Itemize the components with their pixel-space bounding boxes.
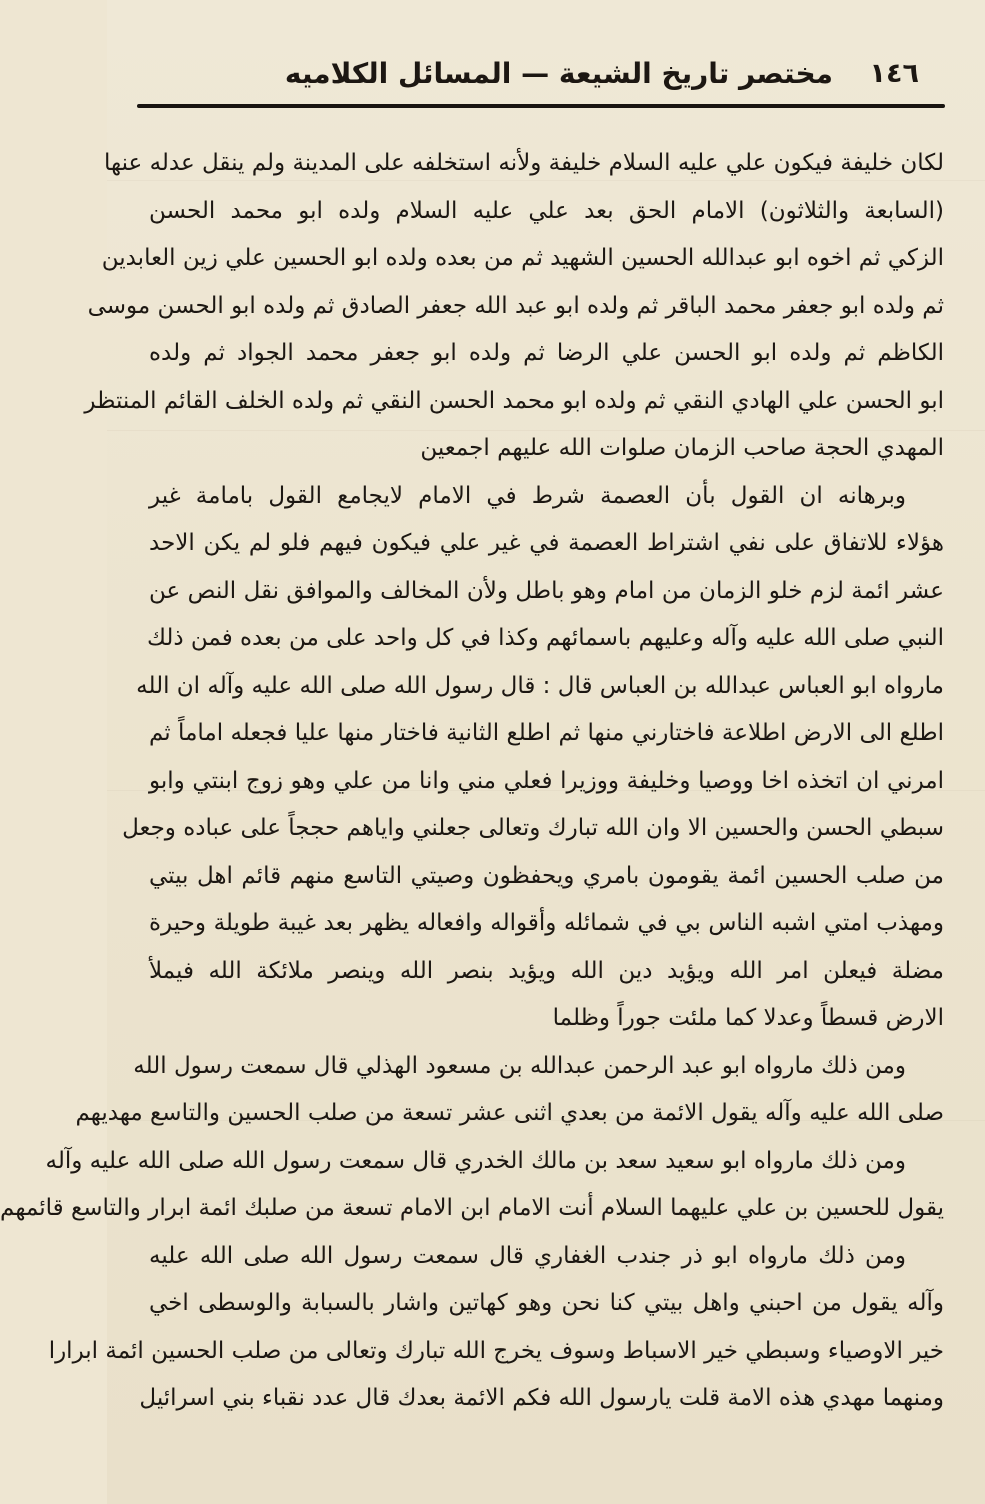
text-line: (السابعة والثلاثون) الامام الحق بعد علي عليه السلام ولده ابو محمد الحسن xyxy=(149,197,944,224)
header-rule xyxy=(137,104,945,108)
running-title: مختصر تاريخ الشيعة — المسائل الكلاميه xyxy=(284,57,833,90)
text-line: النبي صلى الله عليه وآله وعليهم باسمائهم وكذا في كل واحد على من بعده فمن ذلك xyxy=(146,625,944,651)
text-line: وآله يقول من احبني واهل بيتي كنا نحن وهو كهاتين واشار بالسبابة والوسطى اخي xyxy=(149,1290,944,1316)
text-line: مارواه ابو العباس عبدالله بن العباس قال : قال رسول الله صلى الله عليه وآله ان الله xyxy=(136,672,944,699)
text-line: وبرهانه ان القول بأن العصمة شرط في الامام لايجامع القول بامامة غير xyxy=(149,482,906,509)
text-line: سبطي الحسن والحسين الا وان الله تبارك وتعالى جعلني واياهم حججاً على عباده وجعل xyxy=(122,815,944,841)
text-line: اطلع الى الارض اطلاعة فاختارني منها ثم اطلع الثانية فاختار منها عليا فجعله اماماً ثم xyxy=(149,720,944,746)
text-line: يقول للحسين بن علي عليهما السلام أنت الامام ابن الامام تسعة من صلبك ائمة ابرار والتاسع قائمهم xyxy=(0,1195,944,1221)
text-line: ومهذب امتي اشبه الناس بي في شمائله وأقواله وافعاله يظهر بعد غيبة طويلة وحيرة xyxy=(149,910,944,936)
text-line: صلى الله عليه وآله يقول الائمة من بعدي اثنى عشر تسعة من صلب الحسين والتاسع مهديهم xyxy=(75,1100,944,1126)
text-line: ومنهما مهدي هذه الامة قلت يارسول الله فكم الائمة بعدك قال عدد نقباء بني اسرائيل xyxy=(139,1385,944,1411)
text-line: الارض قسطاً وعدلا كما ملئت جوراً وظلما xyxy=(552,1005,944,1031)
text-line: ابو الحسن علي الهادي النقي ثم ولده ابو محمد الحسن النقي ثم ولده الخلف القائم المنتظر xyxy=(84,387,944,414)
body-text xyxy=(0,140,944,1423)
text-line: الزكي ثم اخوه ابو عبدالله الحسين الشهيد ثم من بعده ولده ابو الحسين علي زين العابدين xyxy=(101,245,944,271)
text-line: امرني ان اتخذه اخا ووصيا وخليفة ووزيرا فعلي مني وانا من علي وهو زوج ابنتي وابو xyxy=(149,767,944,794)
text-line: ومن ذلك مارواه ابو عبد الرحمن عبدالله بن مسعود الهذلي قال سمعت رسول الله xyxy=(133,1052,906,1079)
page-number: ١٤٦ xyxy=(869,58,919,89)
text-line: من صلب الحسين ائمة يقومون بامري ويحفظون وصيتي التاسع منهم قائم اهل بيتي xyxy=(149,862,944,889)
text-line: ومن ذلك مارواه ابو سعيد سعد بن مالك الخدري قال سمعت رسول الله صلى الله عليه وآله xyxy=(45,1147,906,1174)
text-line: مضلة فيعلن امر الله ويؤيد دين الله ويؤيد بنصر الله وينصر ملائكة الله فيملأ xyxy=(149,957,944,984)
text-line: لكان خليفة فيكون علي عليه السلام خليفة ولأنه استخلفه على المدينة ولم ينقل عدله عنها xyxy=(103,150,944,176)
text-line: عشر ائمة لزم خلو الزمان من امام وهو باطل ولأن المخالف والموافق نقل النص عن xyxy=(149,577,944,604)
text-line: هؤلاء للاتفاق على نفي اشتراط العصمة في غير علي فيكون فيهم فلو لم يكن الاحد xyxy=(149,530,944,556)
text-line: خير الاوصياء وسبطي خير الاسباط وسوف يخرج الله تبارك وتعالى من صلب الحسين ائمة ابرارا xyxy=(48,1337,944,1364)
text-line: الكاظم ثم ولده ابو الحسن علي الرضا ثم ولده ابو جعفر محمد الجواد ثم ولده xyxy=(149,340,944,366)
text-line: ومن ذلك مارواه ابو ذر جندب الغفاري قال سمعت رسول الله صلى الله عليه xyxy=(149,1242,906,1269)
text-line: المهدي الحجة صاحب الزمان صلوات الله عليهم اجمعين xyxy=(420,435,944,461)
text-line: ثم ولده ابو جعفر محمد الباقر ثم ولده ابو عبد الله جعفر الصادق ثم ولده ابو الحسن موسى xyxy=(87,292,944,319)
page-header xyxy=(284,54,929,94)
